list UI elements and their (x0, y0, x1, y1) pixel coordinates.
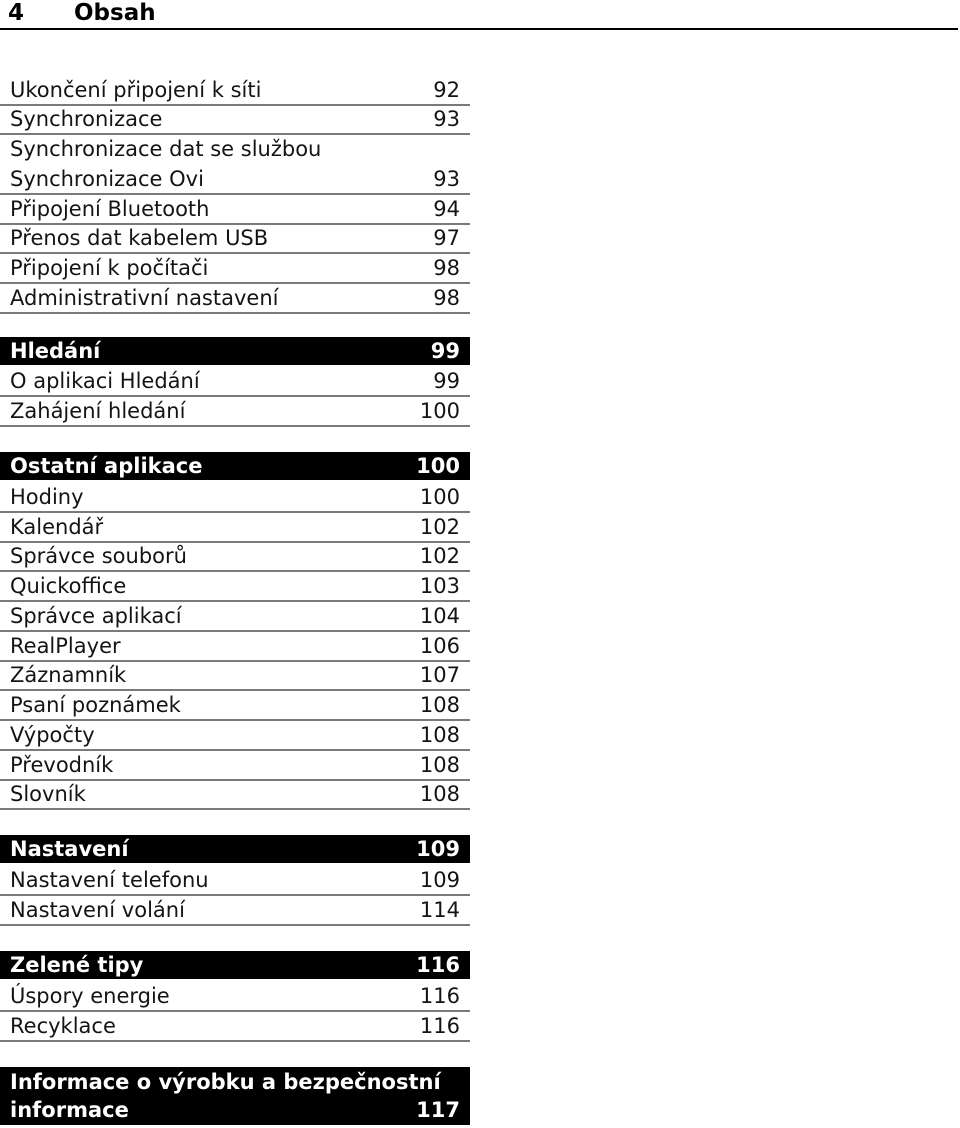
toc-page-number: 108 (419, 693, 460, 717)
toc-page-number: 93 (433, 167, 460, 191)
toc-section-heading[interactable] (0, 1067, 470, 1125)
toc-page-number: 102 (419, 515, 460, 539)
toc-entry-label: Nastavení (10, 837, 129, 861)
toc-page-number: 116 (419, 984, 460, 1008)
toc-entry[interactable] (0, 514, 470, 543)
toc-entry[interactable] (0, 166, 470, 195)
toc-entry-label: Administrativní nastavení (10, 286, 279, 310)
toc-entry-label: Quickoffice (10, 574, 127, 598)
toc-entry-label: Synchronizace Ovi (10, 167, 204, 191)
toc-section-heading[interactable] (0, 452, 470, 480)
toc-page-number: 107 (419, 663, 460, 687)
toc-entry[interactable] (0, 662, 470, 691)
toc-entry[interactable] (0, 136, 470, 165)
toc-entry-label: Nastavení telefonu (10, 868, 209, 892)
toc-page-number: 94 (433, 197, 460, 221)
toc-entry-label: Správce aplikací (10, 604, 182, 628)
toc-page-number: 109 (416, 837, 460, 861)
toc-entry[interactable] (0, 867, 470, 896)
toc-page-number: 97 (433, 226, 460, 250)
toc-entry[interactable] (0, 1013, 470, 1042)
toc-page-number: 108 (419, 753, 460, 777)
toc-section-heading[interactable] (0, 951, 470, 979)
toc-entry[interactable] (0, 255, 470, 284)
toc-page-number: 102 (419, 544, 460, 568)
toc-entry[interactable] (0, 897, 470, 926)
toc-entry[interactable] (0, 722, 470, 751)
toc-entry-label: Připojení k počítači (10, 256, 209, 280)
page-title: Obsah (74, 0, 156, 26)
toc-entry-label: Synchronizace (10, 107, 163, 131)
toc-entry[interactable] (0, 484, 470, 513)
toc-page-number: 116 (419, 1014, 460, 1038)
toc-entry[interactable] (0, 106, 470, 135)
toc-entry[interactable] (0, 285, 470, 314)
toc-entry-label: Přenos dat kabelem USB (10, 226, 269, 250)
toc-entry-label-continued: informace (10, 1098, 129, 1122)
toc-entry[interactable] (0, 983, 470, 1012)
toc-page-number: 98 (433, 256, 460, 280)
toc-entry-label: O aplikaci Hledání (10, 369, 200, 393)
toc-page-number: 116 (416, 953, 460, 977)
toc-page-number: 100 (419, 399, 460, 423)
toc-page-number: 98 (433, 286, 460, 310)
toc-entry-label: Slovník (10, 782, 86, 806)
toc-page-number: 108 (419, 723, 460, 747)
toc-entry-label: Připojení Bluetooth (10, 197, 210, 221)
toc-entry-label: Ukončení připojení k síti (10, 78, 262, 102)
toc-entry-label: Výpočty (10, 723, 95, 747)
toc-entry[interactable] (0, 573, 470, 602)
toc-entry-label: RealPlayer (10, 634, 121, 658)
toc-page-number: 93 (433, 107, 460, 131)
toc-section-heading[interactable] (0, 835, 470, 863)
toc-entry[interactable] (0, 692, 470, 721)
toc-entry-label: Správce souborů (10, 544, 187, 568)
toc-entry[interactable] (0, 543, 470, 572)
toc-entry-label: Záznamník (10, 663, 127, 687)
toc-page-number: 106 (419, 634, 460, 658)
page-header (0, 0, 958, 30)
toc-entry-label: Psaní poznámek (10, 693, 181, 717)
toc-page-number: 99 (433, 369, 460, 393)
toc-page-number: 92 (433, 78, 460, 102)
toc-entry-label: Hodiny (10, 485, 84, 509)
toc-page-number: 114 (419, 898, 460, 922)
chapter-number: 4 (8, 0, 25, 26)
toc-entry[interactable] (0, 225, 470, 254)
toc-entry-label: Informace o výrobku a bezpečnostní (10, 1070, 441, 1094)
toc-entry-label: Převodník (10, 753, 114, 777)
toc-entry-label: Hledání (10, 339, 101, 363)
toc-page-number: 117 (416, 1098, 460, 1122)
toc-entry-label: Synchronizace dat se službou (10, 137, 322, 161)
toc-entry-label: Zahájení hledání (10, 399, 186, 423)
toc-entry-label: Nastavení volání (10, 898, 185, 922)
toc-entry-label: Úspory energie (10, 984, 170, 1008)
toc-entry[interactable] (0, 77, 470, 106)
toc-page-number: 104 (419, 604, 460, 628)
toc-entry-label: Recyklace (10, 1014, 116, 1038)
toc-entry-label: Ostatní aplikace (10, 454, 203, 478)
toc-page-number: 103 (419, 574, 460, 598)
toc-entry[interactable] (0, 752, 470, 781)
toc-entry-label: Zelené tipy (10, 953, 144, 977)
toc-page-number: 109 (419, 868, 460, 892)
toc-entry[interactable] (0, 633, 470, 662)
toc-entry[interactable] (0, 398, 470, 427)
toc-page-number: 99 (430, 339, 460, 363)
toc-entry-label: Kalendář (10, 515, 104, 539)
toc-section-heading[interactable] (0, 337, 470, 365)
toc-entry[interactable] (0, 368, 470, 397)
toc-page-number: 108 (419, 782, 460, 806)
toc-entry[interactable] (0, 781, 470, 810)
toc-page-number: 100 (416, 454, 460, 478)
toc-entry[interactable] (0, 603, 470, 632)
toc-page-number: 100 (419, 485, 460, 509)
toc-entry[interactable] (0, 196, 470, 225)
